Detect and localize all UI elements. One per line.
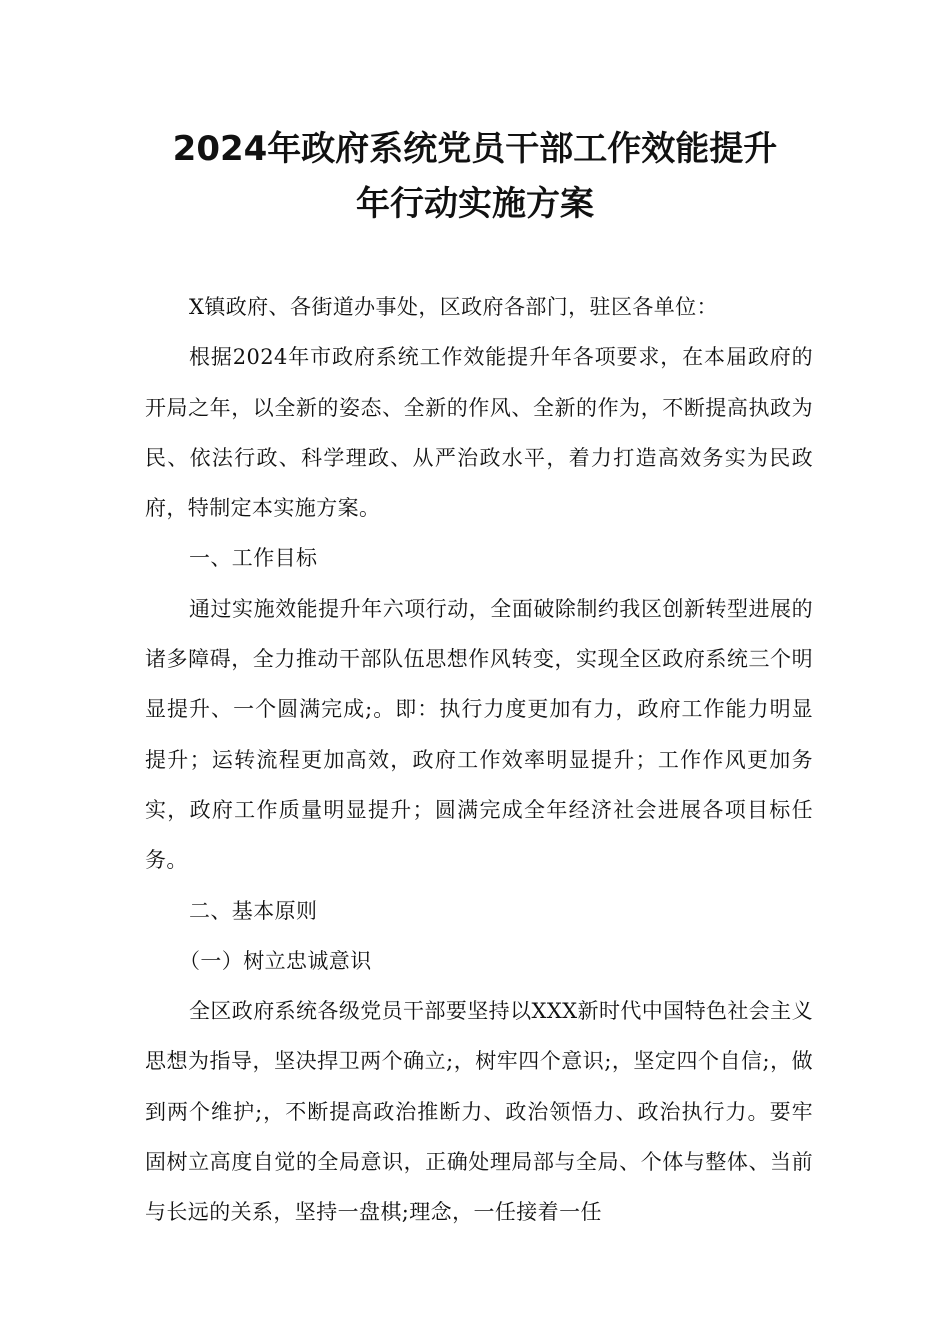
title-line-2: 年行动实施方案 [356,184,594,224]
title-line-1: 2024年政府系统党员干部工作效能提升 [172,129,778,169]
section-heading-goals: 一、工作目标 [189,546,318,571]
salutation: X镇政府、各街道办事处，区政府各部门，驻区各单位： [189,295,718,319]
intro-paragraph: 根据2024年市政府系统工作效能提升年各项要求，在本届政府的开局之年，以全新的姿态、全新的作风、全新的作为，不断提高执政为民、依法行政、科学理政、从严治政水平，着力打造高效务实为民政府，特制定本实施方案。 [145,345,813,521]
section-heading-principles: 二、基本原则 [189,898,318,923]
loyalty-paragraph: 全区政府系统各级党员干部要坚持以XXX新时代中国特色社会主义思想为指导，坚决捍卫两个确立;，树牢四个意识;，坚定四个自信;，做到两个维护;，不断提高政治推断力、政治领悟力、政治执行力。要牢固树立高度自觉的全局意识，正确处理局部与全局、个体与整体、当前与长远的关系，坚持一盘棋;理念，一任接着一任 [145,999,813,1225]
goals-paragraph: 通过实施效能提升年六项行动，全面破除制约我区创新转型进展的诸多障碍，全力推动干部队伍思想作风转变，实现全区政府系统三个明显提升、一个圆满完成;。即：执行力度更加有力，政府工作能力明显提升；运转流程更加高效，政府工作效率明显提升；工作作风更加务实，政府工作质量明显提升；圆满完成全年经济社会进展各项目标任务。 [145,596,813,873]
document-title [0,122,950,232]
subsection-heading-loyalty: （一）树立忠诚意识 [179,948,372,973]
document-body [145,282,813,1238]
